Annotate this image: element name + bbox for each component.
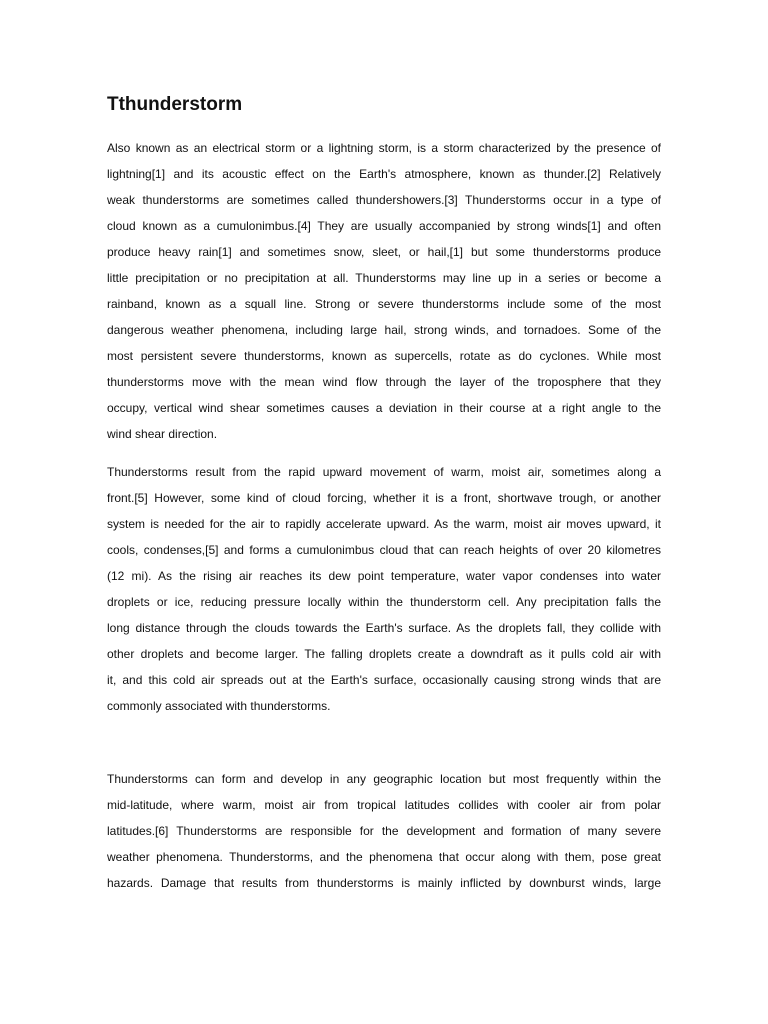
text-line: lightning[1] and its acoustic effect on the Earth's atmosphere, known as thunder.[2] Relatively	[107, 167, 661, 181]
text-line: mid-latitude, where warm, moist air from tropical latitudes collides with cooler air from polar	[107, 798, 661, 812]
text-line: dangerous weather phenomena, including large hail, strong winds, and tornadoes. Some of the	[107, 323, 661, 337]
text-line: weak thunderstorms are sometimes called thundershowers.[3] Thunderstorms occur in a type of	[107, 193, 661, 207]
text-line: other droplets and become larger. The falling droplets create a downdraft as it pulls cold air with	[107, 647, 661, 661]
text-line: cloud known as a cumulonimbus.[4] They are usually accompanied by strong winds[1] and often	[107, 219, 661, 233]
text-line: produce heavy rain[1] and sometimes snow, sleet, or hail,[1] but some thunderstorms produce	[107, 245, 661, 259]
text-line: hazards. Damage that results from thunderstorms is mainly inflicted by downburst winds, large	[107, 876, 661, 890]
text-line: it, and this cold air spreads out at the Earth's surface, occasionally causing strong winds that are	[107, 673, 661, 687]
text-line: Thunderstorms can form and develop in any geographic location but most frequently within the	[107, 772, 661, 786]
text-line: thunderstorms move with the mean wind flow through the layer of the troposphere that they	[107, 375, 661, 389]
text-line: little precipitation or no precipitation at all. Thunderstorms may line up in a series or become a	[107, 271, 661, 285]
text-line: most persistent severe thunderstorms, known as supercells, rotate as do cyclones. While most	[107, 349, 661, 363]
paragraph	[107, 135, 661, 447]
text-line: front.[5] However, some kind of cloud forcing, whether it is a front, shortwave trough, or another	[107, 491, 661, 505]
text-line: system is needed for the air to rapidly accelerate upward. As the warm, moist air moves upward, it	[107, 517, 661, 531]
paragraph	[107, 459, 661, 719]
text-line: long distance through the clouds towards the Earth's surface. As the droplets fall, they collide with	[107, 621, 661, 635]
text-line: droplets or ice, reducing pressure locally within the thunderstorm cell. Any precipitation falls the	[107, 595, 661, 609]
text-line: Also known as an electrical storm or a lightning storm, is a storm characterized by the presence of	[107, 141, 661, 155]
text-line: latitudes.[6] Thunderstorms are responsible for the development and formation of many severe	[107, 824, 661, 838]
text-line: occupy, vertical wind shear sometimes causes a deviation in their course at a right angle to the	[107, 401, 661, 415]
text-line: rainband, known as a squall line. Strong or severe thunderstorms include some of the most	[107, 297, 661, 311]
text-line: weather phenomena. Thunderstorms, and the phenomena that occur along with them, pose great	[107, 850, 661, 864]
text-line: cools, condenses,[5] and forms a cumulonimbus cloud that can reach heights of over 20 kilometres	[107, 543, 661, 557]
text-line: (12 mi). As the rising air reaches its dew point temperature, water vapor condenses into water	[107, 569, 661, 583]
text-line: Thunderstorms result from the rapid upward movement of warm, moist air, sometimes along a	[107, 465, 661, 479]
text-line: wind shear direction.	[107, 427, 218, 441]
document-title: Tthunderstorm	[107, 94, 243, 115]
paragraph	[107, 766, 661, 896]
text-line: commonly associated with thunderstorms.	[107, 699, 331, 713]
